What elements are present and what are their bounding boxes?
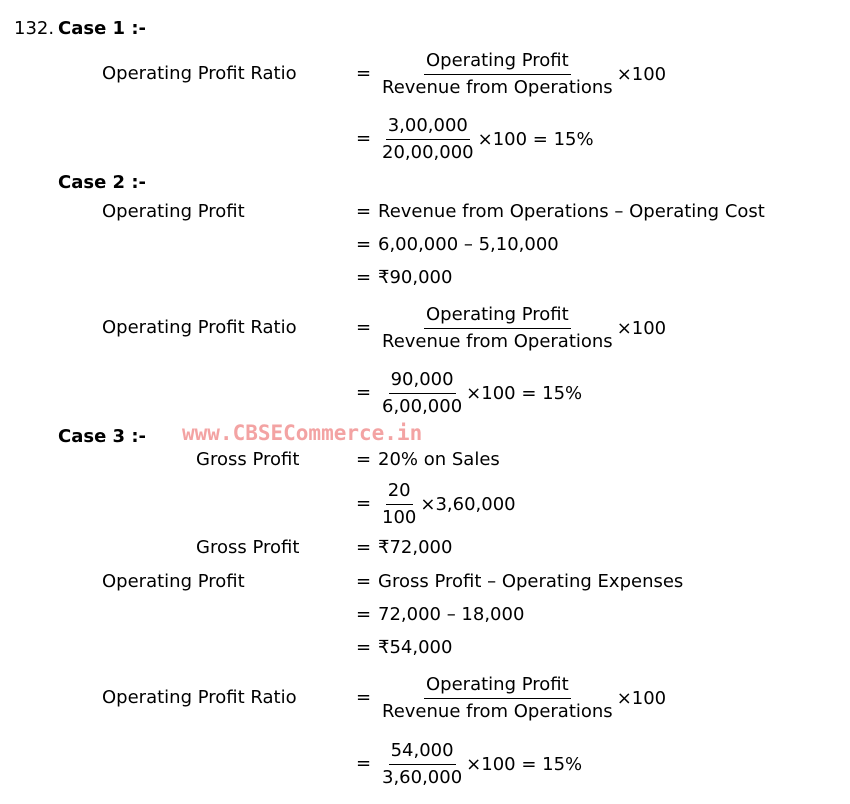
multiplier: ×100 — [616, 687, 667, 709]
case2-op-result: ₹90,000 — [378, 267, 453, 288]
case2-calc-fraction — [380, 369, 582, 418]
case3-ratio-label: Operating Profit Ratio — [102, 687, 297, 708]
fraction-numerator: 3,00,000 — [386, 115, 470, 140]
equals-sign: = — [356, 571, 372, 592]
fraction-numerator: 90,000 — [389, 369, 456, 394]
case-3-heading: Case 3 :- — [58, 426, 147, 447]
fraction-denominator: 20,00,000 — [382, 142, 474, 163]
equals-sign: = — [356, 267, 372, 288]
equals-sign: = — [356, 604, 372, 625]
equals-sign: = — [356, 317, 372, 338]
case2-ratio-label: Operating Profit Ratio — [102, 317, 297, 338]
fraction-numerator: Operating Profit — [424, 674, 571, 699]
fraction-numerator: Operating Profit — [424, 50, 571, 75]
case-2-heading: Case 2 :- — [58, 172, 147, 193]
question-number: 132. — [14, 18, 55, 39]
fraction-denominator: 6,00,000 — [382, 396, 463, 417]
fraction-numerator: 54,000 — [389, 740, 456, 765]
equals-sign: = — [356, 449, 372, 470]
equals-sign: = — [356, 63, 372, 84]
case3-gp-fraction — [380, 480, 516, 529]
equals-sign: = — [356, 128, 372, 149]
case3-op-calc: 72,000 – 18,000 — [378, 604, 525, 625]
fraction-numerator: 20 — [386, 480, 413, 505]
case-1-heading: Case 1 :- — [58, 18, 147, 39]
case3-formula-fraction — [380, 674, 666, 723]
equals-sign: = — [356, 493, 372, 514]
case2-op-formula: Revenue from Operations – Operating Cost — [378, 201, 765, 222]
equals-sign: = — [356, 687, 372, 708]
calc-result: ×100 = 15% — [466, 753, 583, 775]
fraction-denominator: 3,60,000 — [382, 767, 463, 788]
case1-calc-fraction — [380, 115, 594, 164]
case3-gp-result: ₹72,000 — [378, 537, 453, 558]
watermark: www.CBSECommerce.in — [182, 421, 423, 445]
case3-op-result: ₹54,000 — [378, 637, 453, 658]
multiplier: ×100 — [616, 63, 667, 85]
fraction-numerator: Operating Profit — [424, 304, 571, 329]
multiplier: ×100 — [616, 317, 667, 339]
case1-formula-fraction — [380, 50, 666, 99]
equals-sign: = — [356, 234, 372, 255]
case3-gp-formula: 20% on Sales — [378, 449, 500, 470]
equals-sign: = — [356, 637, 372, 658]
equals-sign: = — [356, 382, 372, 403]
case3-op-formula: Gross Profit – Operating Expenses — [378, 571, 684, 592]
case2-op-label: Operating Profit — [102, 201, 245, 222]
case2-op-calc: 6,00,000 – 5,10,000 — [378, 234, 559, 255]
calc-result: ×100 = 15% — [466, 382, 583, 404]
case3-gp-label-2: Gross Profit — [196, 537, 300, 558]
case3-gp-label: Gross Profit — [196, 449, 300, 470]
fraction-denominator: 100 — [382, 507, 417, 528]
fraction-denominator: Revenue from Operations — [382, 701, 613, 722]
multiplier: ×3,60,000 — [420, 493, 516, 515]
equals-sign: = — [356, 537, 372, 558]
equals-sign: = — [356, 201, 372, 222]
case3-op-label: Operating Profit — [102, 571, 245, 592]
equals-sign: = — [356, 753, 372, 774]
calc-result: ×100 = 15% — [477, 128, 594, 150]
case3-calc-fraction — [380, 740, 582, 789]
fraction-denominator: Revenue from Operations — [382, 331, 613, 352]
fraction-denominator: Revenue from Operations — [382, 77, 613, 98]
case1-ratio-label: Operating Profit Ratio — [102, 63, 297, 84]
case2-formula-fraction — [380, 304, 666, 353]
